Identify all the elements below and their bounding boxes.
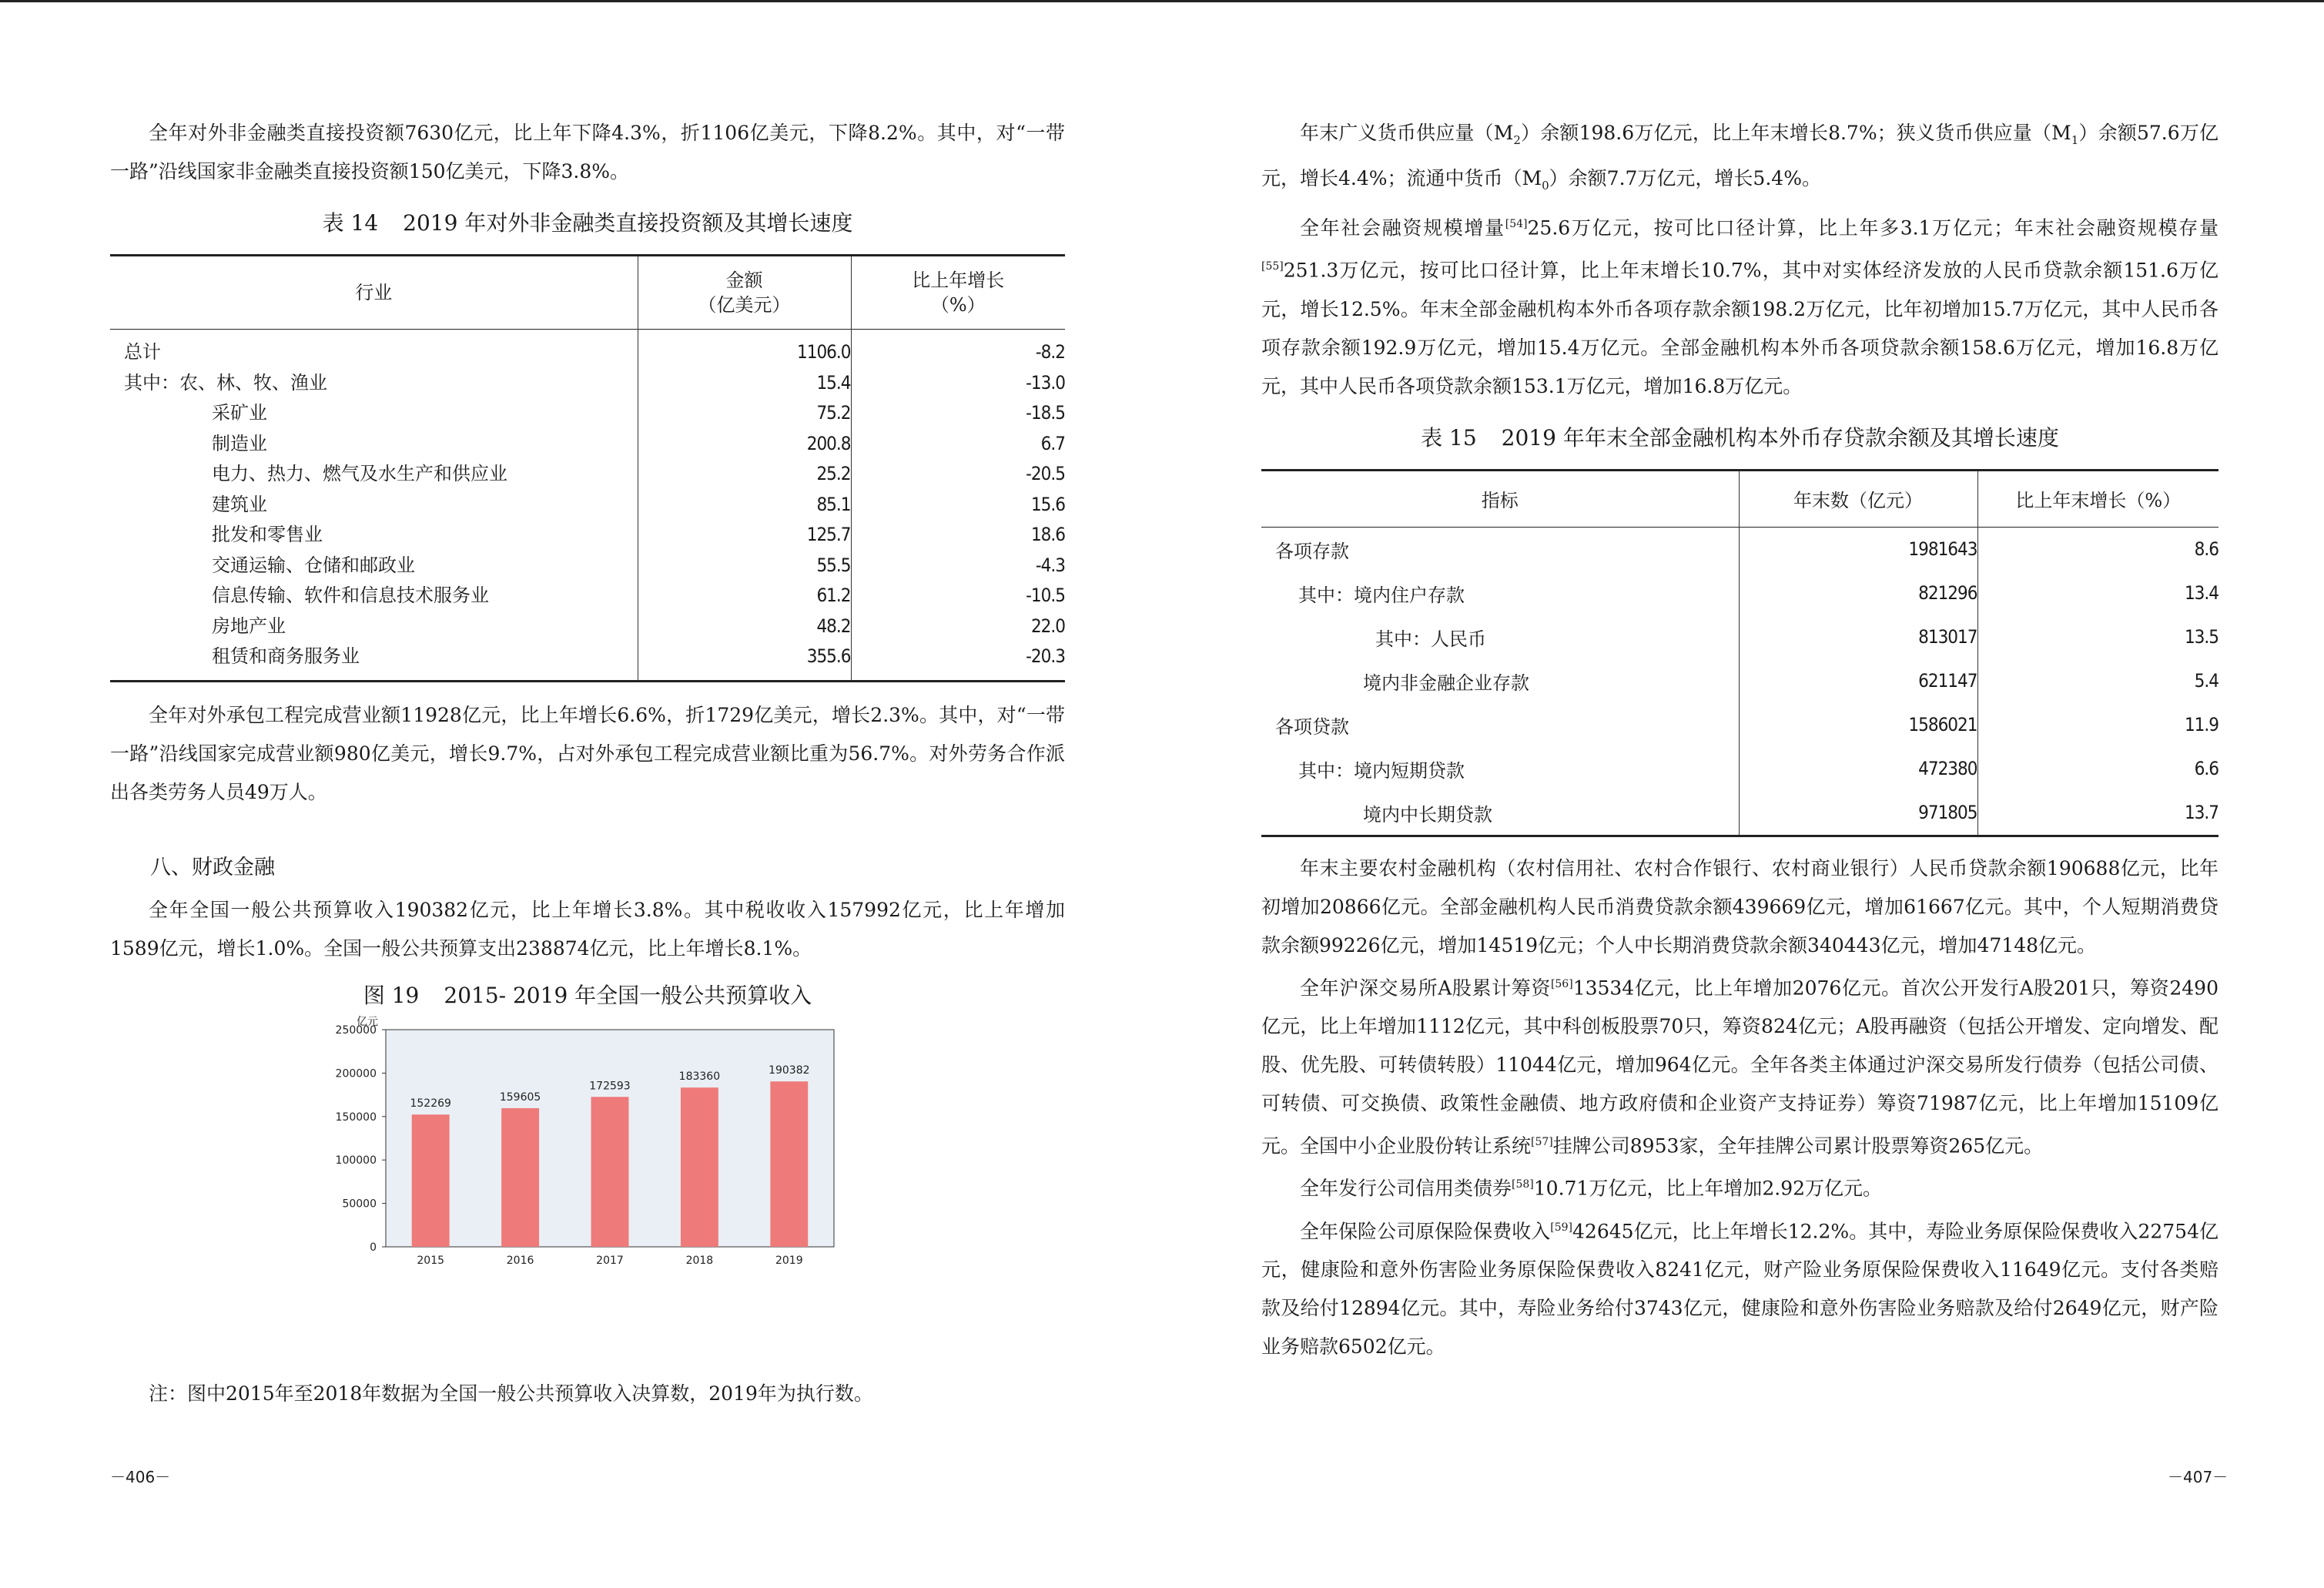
y-tick-label: 150000 <box>335 1111 377 1124</box>
financing-text-a: 全年社会融资规模增量 <box>1300 216 1505 240</box>
bar-data-label: 159605 <box>499 1090 541 1104</box>
table-15-header-row <box>1261 470 2219 527</box>
table-14-cell-growth: -8.2 <box>851 330 1065 368</box>
stock-text-e: 挂牌公司8953家，全年挂牌公司累计股票筹资265亿元。 <box>1552 1134 2044 1157</box>
paragraph-outward-investment: 全年对外非金融类直接投资额7630亿元，比上年下降4.3%，折1106亿美元，下降8.2%。其中，对“一带一路”沿线国家非金融类直接投资额150亿美元，下降3.8%。 <box>110 122 1065 183</box>
y-axis-unit-label: 亿元 <box>357 1015 378 1028</box>
table-15-cell-indicator: 其中：境内住户存款 <box>1298 584 1465 606</box>
financing-text-e: 251.3万亿元，按可比口径计算，比上年末增长10.7%，其中对实体经济发放的人民币贷款余额151.6万亿元，增长12.5%。年末全部金融机构本外币各项存款余额198.2万亿元，比年初增加15.7万亿元，其中人民币各项存款余额192.9万亿元，增加15.4万亿元。全部金融机构本外币各项贷款余额158.6万亿元，增加16.8万亿元，其中人民币各项贷款余额153.1万亿元，增加16.8万亿元。 <box>1261 259 2219 397</box>
x-tick-label: 2019 <box>775 1254 803 1267</box>
money-text-e: ）余额57.6万亿元，增长4.4%；流通中货币（M <box>1261 122 2219 189</box>
figure-19-number: 图 19 <box>363 982 420 1008</box>
table-15-cell-value: 813017 <box>1739 615 1977 659</box>
table-14-cell-amount: 125.7 <box>638 520 851 551</box>
table-15-cell-indicator: 其中：人民币 <box>1375 628 1486 650</box>
table-15-cell-indicator: 其中：境内短期贷款 <box>1298 759 1465 782</box>
table-15-header-growth: 比上年末增长（%） <box>1977 470 2219 527</box>
paragraph-contract-projects: 全年对外承包工程完成营业额11928亿元，比上年增长6.6%，折1729亿美元，增长2.3%。其中，对“一带一路”沿线国家完成营业额980亿美元，增长9.7%，占对外承包工程完成营业额比重为56.7%。对外劳务合作派出各类劳务人员49万人。 <box>110 703 1065 803</box>
stock-text-c: 13534亿元，比上年增加2076亿元。首次公开发行A股201只，筹资2490亿元，比上年增加1112亿元，其中科创板股票70只，筹资824亿元；A股再融资（包括公开增发、定向增发、配股、优先股、可转债转股）11044亿元，增加964亿元。全年各类主体通过沪深交易所发行债券（包括公司债、可转债、可交换债、政策性金融债、地方政府债和企业资产支持证券）筹资71987亿元，比上年增加15109亿元。全国中小企业股份转让系统 <box>1261 976 2219 1157</box>
bar-data-label: 172593 <box>589 1079 631 1092</box>
table-14-header-amount <box>638 256 851 330</box>
table-15-cell-indicator: 境内非金融企业存款 <box>1363 672 1529 694</box>
page-407 <box>1162 0 2324 1588</box>
figure-note: 注：图中2015年至2018年数据为全国一般公共预算收入决算数，2019年为执行数。 <box>149 1382 873 1405</box>
y-tick-label: 0 <box>370 1241 377 1254</box>
table-15-cell-growth: 13.5 <box>1977 615 2219 659</box>
table-14-cell-growth: -10.5 <box>851 581 1065 611</box>
table-15-cell-growth: 13.7 <box>1977 791 2219 836</box>
table-15-cell-value: 971805 <box>1739 791 1977 836</box>
x-tick-label: 2016 <box>506 1254 534 1267</box>
table-14-cell-industry: 总计 <box>124 341 161 363</box>
financing-text-c: 25.6万亿元，按可比口径计算，比上年多3.1万亿元；年末社会融资规模存量 <box>1527 216 2219 240</box>
money-text-g: ）余额7.7万亿元，增长5.4%。 <box>1549 167 1821 189</box>
table-14-row <box>110 459 1065 490</box>
table-15-header-value: 年末数（亿元） <box>1739 470 1977 527</box>
table-14-cell-amount: 355.6 <box>638 642 851 681</box>
table-14-number: 表 14 <box>322 210 379 236</box>
bar-data-label: 190382 <box>769 1064 810 1077</box>
table-15-cell-growth: 13.4 <box>1977 571 2219 615</box>
table-14-row <box>110 330 1065 368</box>
table-14-row <box>110 520 1065 551</box>
x-tick-label: 2018 <box>685 1254 714 1267</box>
paragraph-stock-financing <box>1261 965 2219 1166</box>
table-14-row <box>110 642 1065 681</box>
table-14-row <box>110 429 1065 460</box>
subscript-1: 1 <box>2071 133 2079 147</box>
figure-19-caption <box>110 979 1065 1010</box>
table-14-cell-growth: -18.5 <box>851 398 1065 429</box>
table-14-cell-growth: 15.6 <box>851 490 1065 521</box>
insurance-text-c: 42645亿元，比上年增长12.2%。其中，寿险业务原保险保费收入22754亿元，健康险和意外伤害险业务原保险保费收入8241亿元，财产险业务原保险保费收入11649亿元。支付各类赔款及给付12894亿元。其中，寿险业务给付3743亿元，健康险和意外伤害险业务赔款及给付2649亿元，财产险业务赔款6502亿元。 <box>1261 1219 2219 1358</box>
table-15-row <box>1261 659 2219 703</box>
table-14-cell-growth: 18.6 <box>851 520 1065 551</box>
table-14-header-row <box>110 256 1065 330</box>
stock-text-a: 全年沪深交易所A股累计筹资 <box>1300 976 1551 999</box>
table-15-caption <box>1261 421 2219 452</box>
footnote-54[interactable]: [54] <box>1505 218 1528 230</box>
header-growth-line2: （%） <box>930 294 986 316</box>
table-14-cell-amount: 75.2 <box>638 398 851 429</box>
paragraph-money-supply <box>1261 114 2219 205</box>
page-number-left: －406－ <box>110 1468 171 1486</box>
header-amount-line2: （亿美元） <box>698 294 791 316</box>
table-14-cell-amount: 25.2 <box>638 459 851 490</box>
table-14-cell-industry: 交通运输、仓储和邮政业 <box>212 554 415 576</box>
footnote-59[interactable]: [59] <box>1550 1221 1573 1234</box>
bar-data-label: 183360 <box>678 1070 721 1083</box>
table-15-number: 表 15 <box>1421 424 1477 451</box>
table-14-cell-industry: 建筑业 <box>212 493 267 515</box>
table-14-cell-amount: 55.5 <box>638 551 851 581</box>
table-15-row <box>1261 703 2219 747</box>
table-14-cell-industry: 房地产业 <box>212 615 286 637</box>
table-14-cell-growth: -20.3 <box>851 642 1065 681</box>
table-15-row <box>1261 747 2219 791</box>
footnote-58[interactable]: [58] <box>1512 1178 1534 1191</box>
footnote-56[interactable]: [56] <box>1550 977 1573 990</box>
table-15 <box>1261 469 2219 837</box>
table-14-title: 2019 年对外非金融类直接投资额及其增长速度 <box>403 210 853 236</box>
table-14-cell-industry: 租赁和商务服务业 <box>212 645 360 667</box>
table-15-cell-growth: 6.6 <box>1977 747 2219 791</box>
table-14-cell-growth: -20.5 <box>851 459 1065 490</box>
bar <box>412 1114 450 1247</box>
bar <box>770 1081 808 1247</box>
table-15-cell-indicator: 各项贷款 <box>1275 715 1349 738</box>
table-14-cell-amount: 15.4 <box>638 368 851 399</box>
paragraph-social-financing <box>1261 205 2219 406</box>
section-title: 八、财政金融 <box>150 855 275 879</box>
table-14-header-growth <box>851 256 1065 330</box>
table-15-cell-value: 621147 <box>1739 659 1977 703</box>
paragraph-budget-revenue: 全年全国一般公共预算收入190382亿元，比上年增长3.8%。其中税收收入157992亿元，比上年增加1589亿元，增长1.0%。全国一般公共预算支出238874亿元，比上年增长8.1%。 <box>110 898 1065 960</box>
header-growth-line1: 比上年增长 <box>912 270 1005 291</box>
page-number-right: －407－ <box>2168 1468 2229 1486</box>
bonds-text-a: 全年发行公司信用类债券 <box>1300 1177 1512 1200</box>
footnote-55[interactable]: [55] <box>1261 260 1284 273</box>
table-14-cell-industry: 批发和零售业 <box>212 524 323 545</box>
table-15-cell-growth: 11.9 <box>1977 703 2219 747</box>
table-14 <box>110 254 1065 682</box>
table-14-row <box>110 611 1065 642</box>
table-15-cell-value: 1586021 <box>1739 703 1977 747</box>
y-tick-label: 200000 <box>335 1067 377 1080</box>
table-15-cell-indicator: 各项存款 <box>1275 540 1349 562</box>
x-tick-label: 2017 <box>596 1254 624 1267</box>
footnote-57[interactable]: [57] <box>1531 1135 1553 1148</box>
money-text-a: 年末广义货币供应量（M <box>1300 122 1514 144</box>
table-14-cell-industry: 其中：农、林、牧、渔业 <box>124 371 327 394</box>
subscript-2: 2 <box>1513 133 1521 147</box>
x-tick-label: 2015 <box>417 1254 445 1267</box>
table-14-cell-industry: 制造业 <box>212 432 267 454</box>
table-14-cell-amount: 61.2 <box>638 581 851 611</box>
table-15-row <box>1261 791 2219 836</box>
table-15-cell-indicator: 境内中长期贷款 <box>1363 803 1492 826</box>
paragraph-rural-loans: 年末主要农村金融机构（农村信用社、农村合作银行、农村商业银行）人民币贷款余额190688亿元，比年初增加20866亿元。全部金融机构人民币消费贷款余额439669亿元，增加61667亿元。其中，个人短期消费贷款余额99226亿元，增加14519亿元；个人中长期消费贷款余额340443亿元，增加47148亿元。 <box>1261 856 2219 956</box>
paragraph-insurance <box>1261 1208 2219 1366</box>
table-15-title: 2019 年年末全部金融机构本外币存贷款余额及其增长速度 <box>1501 424 2059 451</box>
y-tick-label: 100000 <box>335 1154 377 1167</box>
insurance-text-a: 全年保险公司原保险保费收入 <box>1300 1219 1551 1242</box>
table-15-cell-growth: 5.4 <box>1977 659 2219 703</box>
left-column <box>110 114 1065 1413</box>
table-14-cell-amount: 200.8 <box>638 429 851 460</box>
bonds-text-c: 10.71万亿元，比上年增加2.92万亿元。 <box>1533 1177 1883 1200</box>
money-text-c: ）余额198.6万亿元，比上年末增长8.7%；狭义货币供应量（M <box>1520 122 2071 144</box>
table-15-row <box>1261 615 2219 659</box>
y-tick-label: 50000 <box>342 1198 377 1211</box>
table-15-row <box>1261 571 2219 615</box>
right-column <box>1261 114 2219 1366</box>
y-tick-label: 250000 <box>335 1023 377 1037</box>
table-14-caption <box>110 206 1065 237</box>
table-14-row <box>110 551 1065 581</box>
bar <box>501 1107 539 1246</box>
table-14-cell-growth: 6.7 <box>851 429 1065 460</box>
table-14-header-industry: 行业 <box>355 282 393 303</box>
table-14-row <box>110 368 1065 399</box>
bar <box>591 1097 629 1247</box>
bar-data-label: 152269 <box>410 1097 451 1110</box>
table-14-cell-amount: 1106.0 <box>638 330 851 368</box>
bar-chart-svg <box>110 1014 1065 1369</box>
table-14-cell-industry: 信息传输、软件和信息技术服务业 <box>212 585 489 606</box>
paragraph-credit-bonds <box>1261 1165 2219 1208</box>
table-14-row <box>110 398 1065 429</box>
table-15-cell-value: 472380 <box>1739 747 1977 791</box>
table-14-cell-growth: -13.0 <box>851 368 1065 399</box>
figure-19-title: 2015- 2019 年全国一般公共预算收入 <box>444 982 812 1008</box>
table-14-cell-amount: 85.1 <box>638 490 851 521</box>
table-14-cell-industry: 电力、热力、燃气及水生产和供应业 <box>212 463 507 484</box>
table-14-row <box>110 490 1065 521</box>
bar <box>681 1087 718 1247</box>
subscript-0: 0 <box>1542 179 1549 193</box>
figure-19-chart <box>110 1014 1065 1369</box>
table-14-cell-growth: 22.0 <box>851 611 1065 642</box>
table-15-row <box>1261 527 2219 571</box>
header-amount-line1: 金额 <box>725 270 763 291</box>
table-15-header-indicator: 指标 <box>1481 490 1519 512</box>
table-14-row <box>110 581 1065 611</box>
table-15-cell-value: 1981643 <box>1739 527 1977 571</box>
table-14-cell-industry: 采矿业 <box>212 402 267 424</box>
table-14-cell-growth: -4.3 <box>851 551 1065 581</box>
table-14-cell-amount: 48.2 <box>638 611 851 642</box>
table-15-cell-growth: 8.6 <box>1977 527 2219 571</box>
table-15-cell-value: 821296 <box>1739 571 1977 615</box>
